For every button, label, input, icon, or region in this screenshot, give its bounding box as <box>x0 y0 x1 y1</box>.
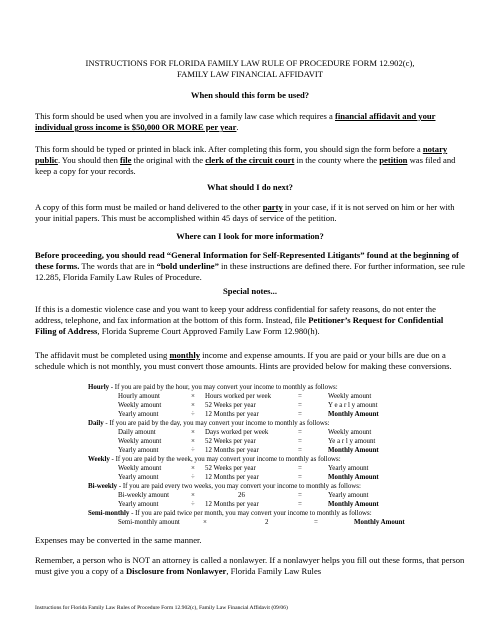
term-financial-affidavit: financial affidavit and your individual gross income is $50,000 OR MORE per year <box>35 111 436 133</box>
paragraph-nonlawyer: Remember, a person who is NOT an attorney is called a nonlawyer. If a nonlawyer helps you fill out these forms, that person must give you a copy of a Disclosure from Nonlawyer, Florida Family Law Rules <box>35 555 465 577</box>
title-line1: INSTRUCTIONS FOR FLORIDA FAMILY LAW RULE OF PROCEDURE FORM 12.902(c), <box>85 58 415 68</box>
weekly-heading: Weekly - If you are paid by the week, you may convert your income to monthly as follows: <box>88 456 341 463</box>
term-petition: petition <box>379 155 408 166</box>
form-title-disclosure-nonlawyer: Disclosure from Nonlawyer <box>125 566 227 577</box>
daily-heading: Daily - If you are paid by the day, you may convert your income to monthly as follows: <box>88 420 330 427</box>
paragraph-expenses: Expenses may be converted in the same manner. <box>35 535 202 545</box>
term-clerk-of-court: clerk of the circuit court <box>205 155 295 166</box>
semimonthly-heading: Semi-monthly - If you are paid twice per month, you may convert your income to monthly as follows: <box>88 510 372 517</box>
paragraph-more-info: Before proceeding, you should read “General Information for Self-Represented Litigants” found at the beginning of these forms. The words that are in “bold underline” in these instructions are defined there. For further information, see rule 12.285, Florida Family Law Rules of Procedure. <box>35 250 465 283</box>
heading-when-used: When should this form be used? <box>190 90 310 100</box>
paragraph-what-next: A copy of this form must be mailed or hand delivered to the other party in your case, if it is not served on him or her with your initial papers. This must be accomplished within 45 days of service of the petition. <box>35 202 455 224</box>
term-notary-public: notary public <box>35 144 448 166</box>
heading-what-next: What should I do next? <box>207 182 293 192</box>
paragraph-monthly-conversion: The affidavit must be completed using monthly income and expense amounts. If you are paid or your bills are due on a schedule which is not monthly, you must convert those amounts. Hints are provided below for making these conversions. <box>35 350 452 372</box>
title-line2: FAMILY LAW FINANCIAL AFFIDAVIT <box>176 69 324 80</box>
paragraph-domestic-violence: If this is a domestic violence case and you want to keep your address confidential for safety reasons, do not enter the address, telephone, and fax information at the bottom of this form. Instead, file Petitioner’s Request for Confidential Filing of Address, Florida Supreme Court Approved Family Law Form 12.980(h). <box>35 304 444 337</box>
conversion-tables: Hourly - If you are paid by the hour, you may convert your income to monthly as follows: Hourly amount × Hours worked per week = Weekly amount Weekly amount × 52 Weeks per year = Y e a r l y amount Yearly amount ÷ 12 Months per year = Monthly Amount Daily - If you are paid by the day, you may convert your income to monthly as follows: Daily amount × Days worked per week = Weekly amount Weekly amount × 52 Weeks per year = Ye a r l y amount Yearly amount ÷ 12 Months per year = Monthly Amount Weekly - If you are paid by the week, you may convert your income to monthly as follows: Weekly amount × 52 Weeks per year = Yearly amount Yearly amount ÷ 12 Months per year = Monthly Amount Bi-weekly - If you are paid every two weeks, you may convert your income to monthly as follows: Bi-weekly amount × 26 = Yearly amount Yearly amount ÷ 12 Months per year = Monthly Amount Semi-monthly - If you are paid twice per month, you may convert your income to monthly as follows: Semi-monthly amount × 2 = Monthly Amount <box>88 384 405 526</box>
term-bold-underline: “bold underline” <box>156 261 219 272</box>
heading-more-info: Where can I look for more information? <box>176 231 324 241</box>
heading-special-notes: Special notes... <box>223 286 277 296</box>
term-file: file <box>120 155 132 166</box>
hourly-heading: Hourly - If you are paid by the hour, you may convert your income to monthly as follows: <box>88 384 338 391</box>
paragraph-sign-and-file: This form should be typed or printed in black ink. After completing this form, you should sign the form before a notary public. You should then file the original with the clerk of the circuit court in the county where the petition was filed and keep a copy for your records. <box>35 144 456 177</box>
page-footer: Instructions for Florida Family Law Rules of Procedure Form 12.902(c), Family Law Financial Affidavit (09/06) <box>35 605 288 611</box>
paragraph-when-used: This form should be used when you are involved in a family law case which requires a financial affidavit and your individual gross income is $50,000 OR MORE per year. <box>35 111 436 133</box>
term-monthly: monthly <box>169 350 201 360</box>
biweekly-heading: Bi-weekly - If you are paid every two weeks, you may convert your income to monthly as follows: <box>88 483 361 490</box>
term-party: party <box>262 202 283 212</box>
title <box>35 58 465 80</box>
form-title-confidential-address: Petitioner’s Request for Confidential Filing of Address <box>35 315 444 337</box>
